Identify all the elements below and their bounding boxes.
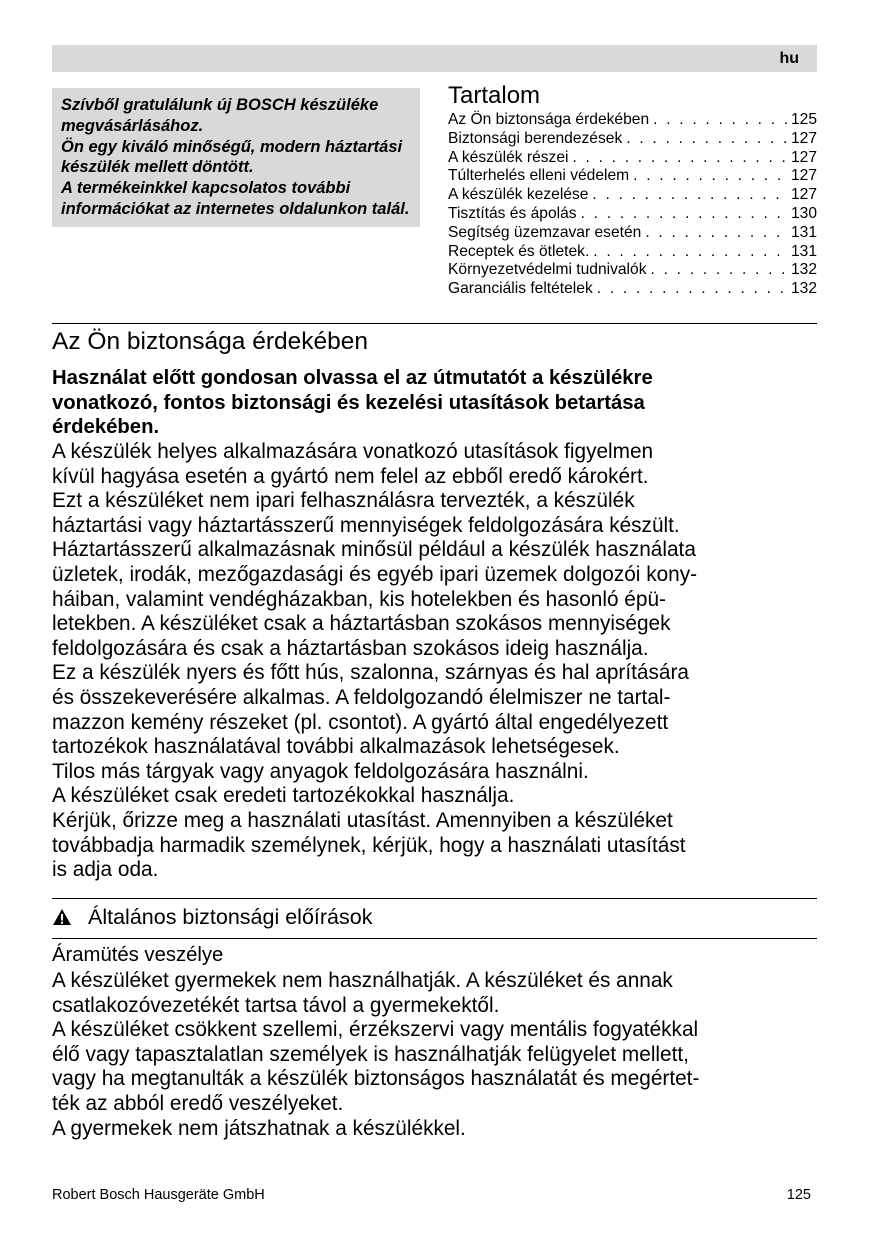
- body-line: ték az abból eredő veszélyeket.: [52, 1091, 344, 1115]
- toc-entry-page: 130: [790, 204, 817, 222]
- toc-entry[interactable]: [448, 261, 817, 280]
- body-line: Ezt a készüléket nem ipari felhasználásra tervezték, a készülék: [52, 489, 635, 513]
- toc-entry-title: Receptek és ötletek.: [448, 242, 590, 260]
- general-body: [52, 969, 822, 1141]
- toc-leader: [626, 130, 787, 149]
- body-line: Ez a készülék nyers és főtt hús, szalonna, szárnyas és hal aprítására: [52, 661, 689, 685]
- body-line: letekben. A készüléket csak a háztartásban szokásos mennyiségek: [52, 612, 671, 636]
- toc-title: Tartalom: [448, 82, 541, 109]
- body-line: A készüléket csak eredeti tartozékokkal használja.: [52, 784, 515, 808]
- intro-line: információkat az internetes oldalunkon talál.: [61, 199, 410, 218]
- intro-line: megvásárlásához.: [61, 116, 204, 135]
- intro-line: készülék mellett döntött.: [61, 158, 254, 177]
- toc-leader: [651, 261, 787, 280]
- toc-entry[interactable]: [448, 167, 817, 186]
- body-line: Háztartásszerű alkalmazásnak minősül például a készülék használata: [52, 538, 696, 562]
- toc-leader: [653, 111, 787, 130]
- lead-line: Használat előtt gondosan olvassa el az útmutatót a készülékre: [52, 367, 653, 389]
- lead-line: érdekében.: [52, 416, 160, 439]
- safety-lead: [52, 366, 822, 440]
- body-line: Tilos más tárgyak vagy anyagok feldolgozására használni.: [52, 759, 589, 783]
- toc-leader: [633, 167, 787, 186]
- toc-entry-page: 132: [790, 261, 817, 279]
- body-line: vagy ha megtanulták a készülék biztonságos használatát és megértet-: [52, 1067, 700, 1091]
- toc-entry-page: 131: [790, 242, 817, 260]
- body-line: mazzon kemény részeket (pl. csontot). A gyártó által engedélyezett: [52, 710, 669, 734]
- toc-leader: [597, 280, 787, 299]
- intro-text: [52, 88, 420, 220]
- table-of-contents: [448, 82, 817, 299]
- safety-body: [52, 440, 822, 883]
- section-title: Az Ön biztonsága érdekében: [52, 328, 368, 355]
- toc-entry[interactable]: [448, 149, 817, 168]
- toc-entry-page: 131: [790, 223, 817, 241]
- body-line: A gyermekek nem játszhatnak a készülékkel.: [52, 1116, 466, 1140]
- toc-entry[interactable]: [448, 130, 817, 149]
- toc-entry[interactable]: [448, 186, 817, 205]
- body-line: csatlakozóvezetékét tartsa távol a gyermekektől.: [52, 993, 500, 1017]
- footer-company: Robert Bosch Hausgeräte GmbH: [52, 1187, 265, 1203]
- toc-entry[interactable]: [448, 205, 817, 224]
- toc-entry-title: Segítség üzemzavar esetén: [448, 223, 642, 241]
- toc-leader: [592, 186, 787, 205]
- body-line: továbbadja harmadik személynek, kérjük, hogy a használati utasítást: [52, 833, 686, 857]
- intro-line: Szívből gratulálunk új BOSCH készüléke: [61, 96, 379, 114]
- intro-line: A termékeinkkel kapcsolatos további: [61, 179, 351, 198]
- toc-entry-title: Garanciális feltételek: [448, 280, 593, 298]
- language-code: hu: [779, 50, 799, 67]
- body-line: A készülék helyes alkalmazására vonatkozó utasítások figyelmen: [52, 440, 654, 463]
- toc-entry[interactable]: [448, 224, 817, 243]
- body-line: A készüléket gyermekek nem használhatják. A készüléket és annak: [52, 969, 673, 992]
- warning-triangle-icon: [52, 908, 72, 926]
- language-bar: [52, 45, 817, 72]
- toc-entry-title: A készülék részei: [448, 148, 569, 166]
- body-line: élő vagy tapasztalatlan személyek is használhatják felügyelet mellett,: [52, 1042, 689, 1066]
- body-line: Kérjük, őrizze meg a használati utasítást. Amennyiben a készüléket: [52, 808, 673, 832]
- general-safety-heading: [52, 902, 372, 932]
- toc-entry-title: Az Ön biztonsága érdekében: [448, 111, 650, 128]
- body-line: és összekeverésére alkalmas. A feldolgozandó élelmiszer ne tartal-: [52, 685, 671, 709]
- footer-page-number: 125: [786, 1187, 811, 1203]
- toc-entry-page: 127: [790, 167, 817, 185]
- body-line: üzletek, irodák, mezőgazdasági és egyéb ipari üzemek dolgozói kony-: [52, 562, 698, 586]
- toc-entry[interactable]: [448, 243, 817, 262]
- toc-entry-title: Környezetvédelmi tudnivalók: [448, 261, 647, 279]
- lead-line: vonatkozó, fontos biztonsági és kezelési utasítások betartása: [52, 391, 645, 414]
- toc-entry-title: A készülék kezelése: [448, 186, 589, 204]
- body-line: háztartási vagy háztartásszerű mennyiségek feldolgozására készült.: [52, 513, 680, 537]
- toc-entry-title: Túlterhelés elleni védelem: [448, 167, 630, 185]
- intro-line: Ön egy kiváló minőségű, modern háztartási: [61, 137, 403, 156]
- toc-entry-title: Biztonsági berendezések: [448, 129, 623, 147]
- toc-leader: [581, 205, 787, 224]
- toc-entry-page: 127: [790, 186, 817, 204]
- toc-entry-page: 127: [790, 148, 817, 166]
- section-divider: [52, 938, 817, 939]
- general-safety-title: Általános biztonsági előírások: [88, 905, 373, 929]
- toc-entry-page: 132: [790, 280, 817, 298]
- body-line: feldolgozására és csak a háztartásban szokásos ideig használja.: [52, 636, 649, 660]
- section-divider: [52, 898, 817, 899]
- body-line: háiban, valamint vendégházakban, kis hotelekben és hasonló épü-: [52, 587, 666, 611]
- toc-leader: [572, 149, 786, 168]
- body-line: kívül hagyása esetén a gyártó nem felel az ebből eredő károkért.: [52, 464, 649, 488]
- toc-entry-page: 125: [790, 111, 817, 128]
- electric-shock-subtitle: Áramütés veszélye: [52, 944, 224, 966]
- section-divider: [52, 323, 817, 324]
- body-line: tartozékok használatával további alkalmazások lehetségesek.: [52, 735, 620, 759]
- body-line: A készüléket csökkent szellemi, érzékszervi vagy mentális fogyatékkal: [52, 1018, 699, 1042]
- intro-box: [52, 88, 420, 227]
- toc-entry[interactable]: [448, 280, 817, 299]
- toc-entry-title: Tisztítás és ápolás: [448, 204, 577, 222]
- toc-entry-page: 127: [790, 129, 817, 147]
- toc-leader: [645, 224, 787, 243]
- body-line: is adja oda.: [52, 858, 159, 882]
- toc-leader: [593, 243, 787, 262]
- toc-entry[interactable]: [448, 111, 817, 130]
